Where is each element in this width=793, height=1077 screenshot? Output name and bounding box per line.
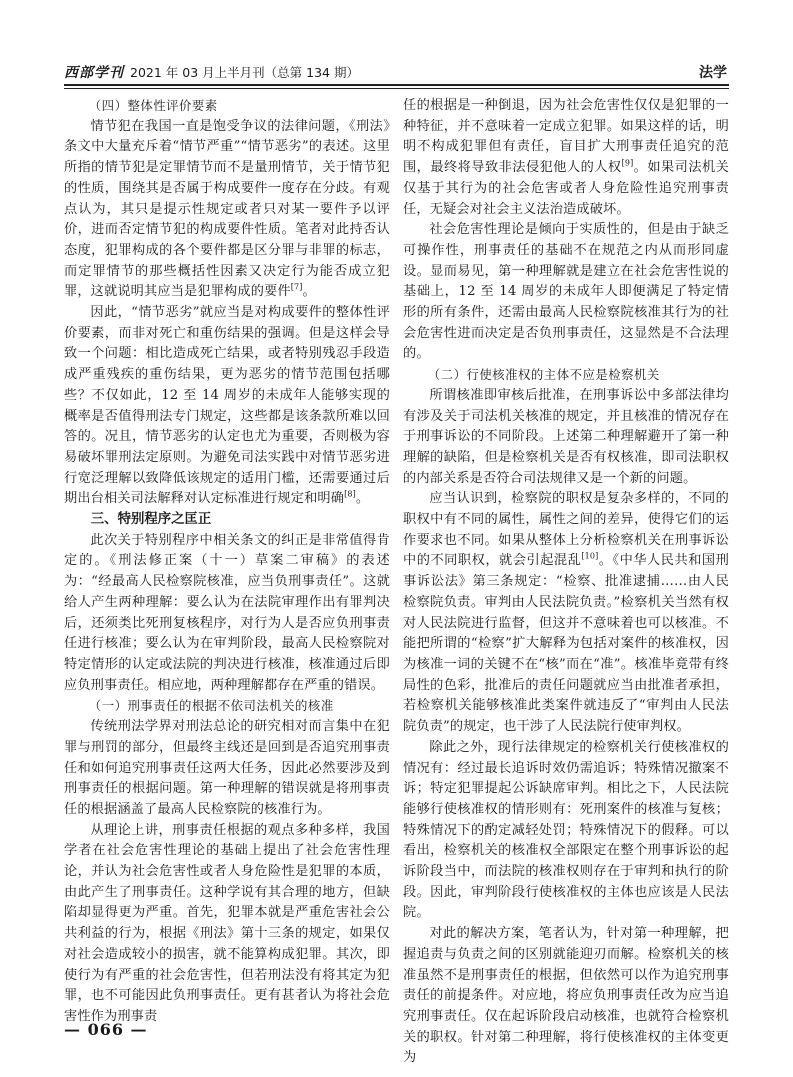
- body-paragraph: [403, 738, 729, 924]
- paragraph-text: 除此之外，现行法律规定的检察机关行使核准权的情况有：经过最长追诉时效仍需追诉；特殊情况撤案不诉；特定犯罪提起公诉缺席审判。相比之下，人民法院能够行使核准权的情形则有：死刑案件的核准与复核；特殊情况下的酌定减轻处罚；特殊情况下的假释。可以看出，检察机关的核准权全部限定在整个刑事诉讼的起诉阶段当中，而法院的核准权则存在于审判和执行的阶段。因此，审判阶段行使核准权的主体也应该是人民法院。: [403, 739, 729, 921]
- paragraph-text: 任的根据是一种倒退，因为社会危害性仅仅是犯罪的一种特征，并不意味着一定成立犯罪。如果这样的话，明明不构成犯罪但有责任，盲目扩大刑事责任追究的范围，最终将导致非法侵犯他人的人权: [403, 98, 729, 176]
- citation-ref: [9]: [621, 158, 634, 168]
- issue-info: 2021 年 03 月上半月刊（总第 134 期）: [130, 65, 359, 80]
- body-paragraph: [64, 303, 390, 510]
- running-header: [64, 60, 729, 82]
- section-heading: 三、特别程序之匡正: [90, 512, 212, 528]
- body-paragraph: [403, 489, 729, 737]
- citation-ref: [10]: [581, 552, 599, 562]
- body-paragraph: [403, 386, 729, 490]
- body-paragraph: [64, 531, 390, 697]
- subsection-heading: （二）行使核准权的主体不应是检察机关: [427, 367, 660, 383]
- paragraph-tail: 。如果司法机关仅基于其行为的社会危害或者人身危险性追究刑事责任，无疑会对社会主义法治造成破坏。: [403, 160, 729, 217]
- body-paragraph: [64, 821, 390, 1028]
- body-paragraph: [403, 924, 729, 1069]
- right-column: [403, 96, 729, 1066]
- paragraph-tail: 。《中华人民共和国刑事诉讼法》第三条规定：“检察、批准逮捕……由人民检察院负责。审判由人民法院负责。”检察机关当然有权对人民法院进行监督，但这并不意味着也可以核准。不能把所谓的“检察”扩大解释为包括对案件的核准权，因为核准一词的关键不在“核”而在“准”。核准毕竟带有终局性的色彩，批准后的责任问题就应当由批准者承担，若检察机关能够核准此类案件就违反了“审判由人民法院负责”的规定，也干涉了人民法院行使审判权。: [403, 553, 729, 735]
- left-column: [64, 96, 390, 1026]
- paragraph-text: 对此的解决方案，笔者认为，针对第一种理解，把握追责与负责之间的区别就能迎刃而解。检察机关的核准虽然不是刑事责任的根据，但依然可以作为追究刑事责任的前提条件。对应地，将应负刑事责任改为应当追究刑事责任。仅在起诉阶段启动核准，也就符合检察机关的职权。针对第二种理解，将行使核准权的主体变更为: [403, 926, 729, 1066]
- subsection-heading: （一）刑事责任的根据不依司法机关的核准: [88, 698, 334, 714]
- subsection-heading: （四）整体性评价要素: [88, 98, 218, 113]
- paragraph-text: 此次关于特别程序中相关条文的纠正是非常值得肯定的。《刑法修正案（十一）草案二审稿》的表述为：“经最高人民检察院核准，应当负刑事责任”。这就给人产生两种理解：要么认为在法院审理作出有罪判决后，还须类比死刑复核程序，对行为人是否应负刑事责任进行核准；要么认为在审判阶段，最高人民检察院对特定情形的认定或法院的判决进行核准，核准通过后即应负刑事责任。相应地，两种理解都存在严重的错误。: [64, 532, 390, 693]
- body-paragraph: [64, 717, 390, 821]
- body-paragraph: [403, 220, 729, 365]
- paragraph-text: 应当认识到，检察院的职权是复杂多样的，不同的职权中有不同的属性，属性之间的差异，使得它们的运作要求也不同。如果从整体上分析检察机关在刑事诉讼中的不同职权，就会引起混乱: [403, 491, 729, 569]
- paragraph-tail: 。: [302, 284, 316, 300]
- paragraph-text: 情节犯在我国一直是饱受争议的法律问题，《刑法》条文中大量充斥着“情节严重”“情节恶劣”的表述。这里所指的情节犯是定罪情节而不是量刑情节，关于情节犯的性质，围绕其是否属于构成要件一度存在分歧。有观点认为，其只是提示性规定或者只对某一要件予以评价，进而否定情节犯的构成要件性质。笔者对此持否认态度，犯罪构成的各个要件都是区分罪与非罪的标志，而定罪情节的那些概括性因素又决定行为能否成立犯罪，这就说明其应当是犯罪构成的要件: [64, 118, 390, 300]
- body-paragraph: [403, 96, 729, 220]
- paragraph-tail: 。: [355, 491, 370, 507]
- paragraph-text: 从理论上讲，刑事责任根据的观点多种多样，我国学者在社会危害性理论的基础上提出了社会危害性理论，并认为社会危害性或者人身危险性是犯罪的本质，由此产生了刑事责任。这种学说有其合理的地方，但缺陷却显得更为严重。首先，犯罪本就是严重危害社会公共利益的行为，根据《刑法》第十三条的规定，如果仅对社会造成较小的损害，就不能算构成犯罪。其次，即使行为有严重的社会危害性，但若刑法没有将其定为犯罪，也不可能因此负刑事责任。更有甚者认为将社会危害性作为刑事责: [64, 822, 390, 1024]
- paragraph-text: 传统刑法学界对刑法总论的研究相对而言集中在犯罪与刑罚的部分，但最终主线还是回到是否追究刑事责任和如何追究刑事责任这两大任务，因此必然要涉及到刑事责任的根据问题。第一种理解的错误就是将刑事责任的根据涵盖了最高人民检察院的核准行为。: [64, 719, 390, 817]
- journal-logo: 西部学刊: [64, 65, 124, 81]
- paragraph-text: 所谓核准即审核后批准，在刑事诉讼中多部法律均有涉及关于司法机关核准的规定，并且核准的情况存在于刑事诉讼的不同阶段。上述第二种理解避开了第一种理解的缺陷，但是检察机关是否有权核准，即司法职权的内部关系是否符合司法规律又是一个新的问题。: [403, 387, 729, 486]
- body-paragraph: [64, 117, 390, 303]
- section-name: 法学: [699, 65, 727, 81]
- paragraph-text: 因此，“情节恶劣”就应当是对构成要件的整体性评价要素，而非对死亡和重伤结果的强调。但是这样会导致一个问题：相比造成死亡结果，或者特别残忍手段造成严重残疾的重伤结果，更为恶劣的情节范围包括哪些？不仅如此，12 至 14 周岁的未成年人能够实现的概率是否值得刑法专门规定，这些都是该条款所难以回答的。况且，情节恶劣的认定也尤为重要，否则极为容易破坏罪刑法定原则。为避免司法实践中对情节恶劣进行宽泛理解以致降低该规定的适用门槛，还需要通过后期出台相关司法解释对认定标准进行规定和明确: [64, 305, 390, 507]
- header-rule-thin: [64, 88, 729, 89]
- page-number: — 066 —: [64, 1020, 148, 1039]
- citation-ref: [7]: [290, 282, 303, 292]
- paragraph-text: 社会危害性理论是倾向于实质性的，但是由于缺乏可操作性，刑事责任的基础不在规范之内从而形同虚设。显而易见，第一种理解就是建立在社会危害性说的基础上，12 至 14 周岁的未成年人即便满足了特定情形的所有条件，还需由最高人民检察院核准其行为的社会危害性进而决定是否负刑事责任，这显然是不合法理的。: [403, 222, 729, 362]
- header-rule-thick: [64, 84, 729, 86]
- citation-ref: [8]: [344, 489, 356, 499]
